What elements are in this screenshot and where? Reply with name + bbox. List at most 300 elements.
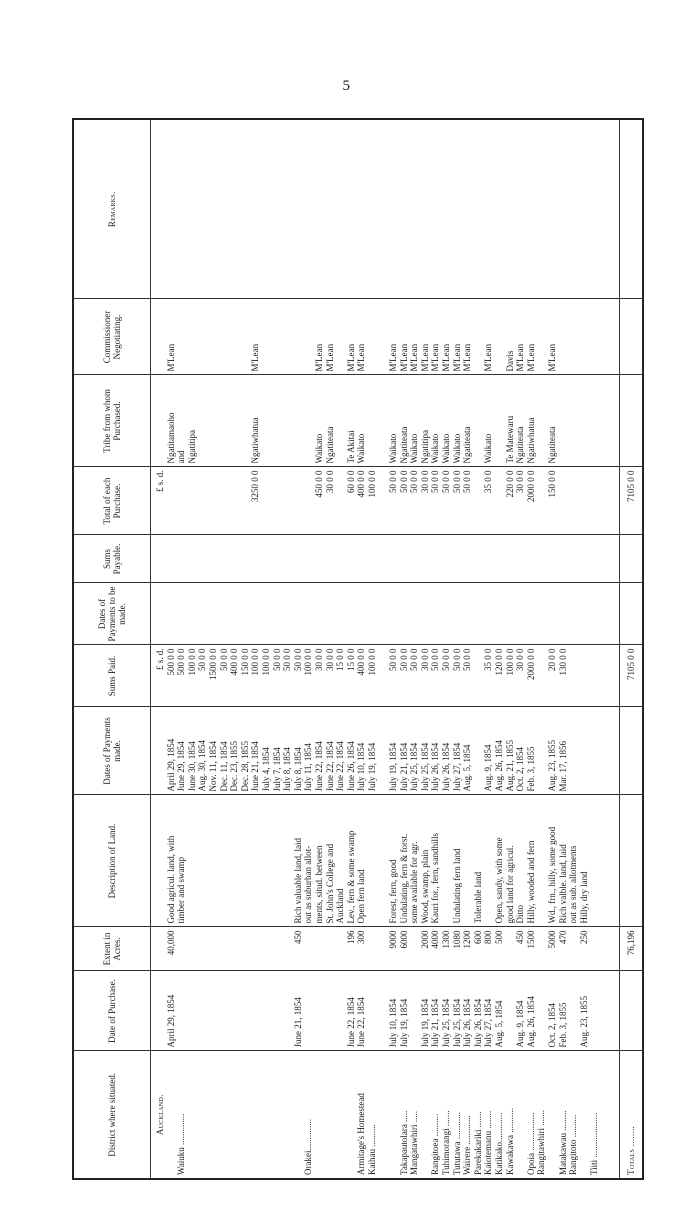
col-total-each: Total of each Purchase. — [73, 467, 151, 535]
dates-payments-line: Aug. 21, 1855 — [504, 740, 515, 792]
commissioner-line — [187, 303, 198, 372]
commissioner-line — [558, 303, 569, 372]
extent-line: 5000 — [546, 930, 557, 949]
total-each-line: 400 0 0 — [356, 470, 367, 498]
total-each-line: 50 0 0 — [409, 470, 420, 493]
total-each-line — [187, 471, 198, 532]
extent-line: 470 — [557, 930, 568, 944]
district-line — [208, 1055, 219, 1176]
extent-line — [250, 931, 261, 968]
commissioner-line: M'Lean — [515, 343, 526, 372]
sums-paid-line: 1500 0 0 — [207, 648, 218, 680]
extent-line — [197, 931, 208, 968]
tribe-line — [536, 379, 547, 464]
total-each-line — [282, 471, 293, 532]
dates-payments-line: July 27, 1854 — [451, 742, 462, 792]
commissioner-line — [377, 303, 388, 372]
sums-paid-line: 150 0 0 — [239, 648, 250, 676]
date-purchase-line — [303, 975, 314, 1048]
extent-line: 1500 — [525, 930, 536, 949]
commissioner-line: M'Lean — [525, 343, 536, 372]
district-line — [197, 1055, 208, 1176]
tribe-line — [303, 379, 314, 464]
date-purchase-line — [240, 975, 251, 1048]
description-line: Ditto — [515, 904, 526, 924]
dates-payments-line: Aug. 26, 1854 — [494, 740, 504, 792]
sums-paid-line: 400 0 0 — [229, 648, 240, 676]
date-purchase-line: July 25, 1854 — [451, 998, 462, 1048]
sums-paid-line: 400 0 0 — [356, 648, 367, 676]
sums-paid-line: 500 0 0 — [165, 648, 176, 676]
sums-paid-line: 100 0 0 — [303, 648, 314, 676]
commissioner-line — [176, 303, 187, 372]
district-line: Wairere ............. — [462, 1115, 473, 1175]
date-purchase-line — [176, 975, 187, 1048]
commissioner-line: M'Lean — [419, 343, 430, 372]
extent-line — [325, 931, 336, 968]
date-purchase-line: June 22, 1854 — [356, 997, 367, 1048]
sums-paid-line — [473, 649, 484, 704]
district-line: Tiiti .................... — [589, 1112, 600, 1175]
extent-line: 1200 — [462, 930, 473, 949]
district-line: Katikako............. — [494, 1112, 504, 1175]
col-dates-to-be-made: Dates of Payments to be made. — [73, 583, 151, 645]
commissioner-line: M'Lean — [398, 343, 409, 372]
district-line: Tututawa ............ — [451, 1112, 462, 1175]
description-line: St. John's College and — [324, 843, 335, 924]
sums-paid-line — [536, 649, 547, 704]
district-line — [240, 1055, 251, 1176]
description-line — [282, 799, 293, 924]
commissioner-line — [208, 303, 219, 372]
date-purchase-line — [219, 975, 230, 1048]
date-purchase-line — [197, 975, 208, 1048]
extent-line: 800 — [483, 930, 494, 944]
dates-payments-line: Dec. 23, 1855 — [229, 741, 240, 792]
dates-payments-line: June 22, 1854 — [324, 741, 335, 792]
extent-line: 196 — [345, 930, 356, 944]
date-purchase-line — [377, 975, 388, 1048]
sums-paid-line: 30 0 0 — [419, 648, 430, 671]
tribe-line: Waikato — [451, 433, 462, 464]
district-line: Mangatawhiri ..... — [409, 1111, 420, 1175]
dates-payments-line: June 26, 1854 — [345, 741, 356, 792]
extent-line — [187, 931, 198, 968]
tribe-line: Waikato — [356, 433, 367, 464]
district-line: Armitage's Homestead — [356, 1093, 367, 1175]
commissioner-line: M'Lean — [430, 343, 441, 372]
sums-paid-line: 50 0 0 — [409, 648, 420, 671]
dates-payments-line: Mar. 17, 1856 — [557, 741, 568, 792]
tribe-line: Ngatiteata — [398, 426, 409, 464]
col-sums-payable: Sums Payable. — [73, 535, 151, 583]
extent-line: 500 — [494, 930, 504, 944]
dates-payments-line: Aug. 30, 1854 — [197, 740, 208, 792]
extent-line — [219, 931, 230, 968]
commissioner-line — [261, 303, 272, 372]
commissioner-line — [473, 303, 484, 372]
district-line — [166, 1055, 177, 1176]
sums-paid-line: 30 0 0 — [313, 648, 324, 671]
sums-paid-line: 50 0 0 — [451, 648, 462, 671]
description-line — [229, 799, 240, 924]
extent-line: 450 — [292, 930, 303, 944]
dates-payments-line — [579, 711, 590, 792]
date-purchase-line: Feb. 3, 1855 — [557, 1002, 568, 1048]
extent-line: 9000 — [388, 930, 399, 949]
total-each-line: 220 0 0 — [504, 470, 515, 498]
description-line — [536, 799, 547, 924]
col-tribe: Tribe from whom Purchased. — [73, 375, 151, 467]
total-each-line — [272, 471, 283, 532]
date-purchase-line — [261, 975, 272, 1048]
purchase-table — [72, 118, 644, 1180]
tribe-line — [367, 379, 378, 464]
sums-paid-line: 50 0 0 — [282, 648, 293, 671]
commissioner-line — [303, 303, 314, 372]
col-commissioner: Commissioner Negotiating. — [73, 299, 151, 375]
total-each-line — [261, 471, 272, 532]
commissioner-line — [282, 303, 293, 372]
date-purchase-line — [409, 975, 420, 1048]
dates-payments-line: July 8, 1854 — [282, 747, 293, 792]
total-each-line — [377, 471, 388, 532]
tribe-line — [473, 379, 484, 464]
page-number: 5 — [342, 78, 350, 94]
date-purchase-line — [325, 975, 336, 1048]
commissioner-line — [536, 303, 547, 372]
extent-line — [314, 931, 325, 968]
dates-payments-line: July 11, 1854 — [303, 743, 314, 792]
extent-line — [568, 931, 579, 968]
total-each-line: 2000 0 0 — [525, 470, 536, 502]
col-remarks: Remarks. — [73, 119, 151, 299]
description-line — [272, 799, 283, 924]
tribe-line — [229, 379, 240, 464]
total-each-line — [197, 471, 208, 532]
extent-line — [176, 931, 187, 968]
tribe-line — [197, 379, 208, 464]
tribe-line: Waikato — [441, 433, 452, 464]
district-line — [420, 1055, 431, 1176]
description-line — [219, 799, 230, 924]
tribe-line: and — [176, 450, 187, 464]
sums-paid-line: 500 0 0 — [176, 648, 187, 676]
sums-paid-line: 50 0 0 — [292, 648, 303, 671]
date-purchase-line: Aug. 9, 1854 — [515, 1000, 526, 1048]
sums-paid-line: 100 0 0 — [366, 648, 377, 676]
date-purchase-line — [187, 975, 198, 1048]
district-line: Rangitawhiri ....... — [536, 1110, 547, 1175]
cell-extent — [151, 927, 620, 971]
date-purchase-line — [250, 975, 261, 1048]
date-purchase-line: July 26, 1854 — [472, 998, 483, 1048]
district-line — [282, 1055, 293, 1176]
totals-desc-empty — [620, 795, 644, 927]
date-purchase-line — [536, 975, 547, 1048]
total-each-line: 3250 0 0 — [250, 470, 261, 502]
description-line: Open, sandy, with some — [494, 837, 504, 924]
extent-line — [367, 931, 378, 968]
total-each-line — [579, 471, 590, 532]
totals-commissioner-empty — [620, 299, 644, 375]
dates-payments-line: June 21, 1854 — [250, 741, 261, 792]
tribe-line: Ngatitamaoho — [165, 412, 176, 464]
total-each-line: 50 0 0 — [398, 470, 409, 493]
dates-payments-line: Aug. 9, 1854 — [483, 744, 494, 792]
totals-extent: 76,196 — [620, 927, 644, 971]
date-purchase-line: July 21, 1854 — [430, 998, 441, 1048]
commissioner-line — [568, 303, 579, 372]
date-purchase-line — [272, 975, 283, 1048]
district-line — [325, 1055, 336, 1176]
district-line — [579, 1055, 590, 1176]
dates-payments-line: July 10, 1854 — [356, 742, 367, 792]
totals-payable-empty — [620, 535, 644, 583]
district-line — [346, 1055, 357, 1176]
tribe-line: Ngatiteata — [462, 426, 473, 464]
total-each-line — [558, 471, 569, 532]
extent-line — [272, 931, 283, 968]
tribe-line — [494, 379, 505, 464]
total-each-line: £ s. d. — [155, 470, 165, 493]
commissioner-line: M'Lean — [388, 343, 399, 372]
extent-line — [155, 931, 166, 968]
district-line: Kaihau .......... — [366, 1124, 377, 1175]
commissioner-line — [272, 303, 283, 372]
extent-line — [536, 931, 547, 968]
date-purchase-line: July 25, 1854 — [441, 998, 452, 1048]
dates-payments-line: Oct. 2, 1854 — [515, 747, 526, 792]
district-line: Kawakawa ........... — [504, 1108, 515, 1175]
dates-payments-line: July 7, 1854 — [271, 747, 282, 792]
total-each-line: 50 0 0 — [451, 470, 462, 493]
total-each-line: 60 0 0 — [345, 470, 356, 493]
tribe-line — [208, 379, 219, 464]
date-purchase-line: April 29, 1854 — [165, 994, 176, 1048]
date-purchase-line — [282, 975, 293, 1048]
dates-payments-line — [568, 711, 579, 792]
date-purchase-line: July 19, 1854 — [419, 998, 430, 1048]
total-each-line — [176, 471, 187, 532]
tribe-line — [568, 379, 579, 464]
date-purchase-line: Aug. 5, 1854 — [494, 1000, 504, 1048]
dates-payments-line: Aug. 5, 1854 — [462, 744, 473, 792]
tribe-line: Te Akitai — [345, 430, 356, 464]
description-line: Rich valble. land, laid — [557, 844, 568, 924]
extent-line: 300 — [356, 930, 367, 944]
description-line: Wd., frn., hilly, some good — [546, 826, 557, 924]
commissioner-line: M'Lean — [451, 343, 462, 372]
sums-paid-line: 35 0 0 — [483, 648, 494, 671]
district-line — [314, 1055, 325, 1176]
extent-line — [208, 931, 219, 968]
commissioner-line: M'Lean — [324, 343, 335, 372]
commissioner-line: M'Lean — [441, 343, 452, 372]
district-line — [229, 1055, 240, 1176]
col-district: District where situated. — [73, 1051, 151, 1179]
description-line: Hilly, dry land — [578, 871, 589, 924]
district-line — [219, 1055, 230, 1176]
purchase-table-rotated — [72, 120, 644, 1180]
commissioner-line: M'Lean — [409, 343, 420, 372]
dates-payments-line: Feb. 3, 1855 — [525, 746, 536, 792]
district-lines — [166, 1055, 600, 1176]
description-line: Tolerable land — [472, 871, 483, 924]
sums-paid-line: 100 0 0 — [250, 648, 261, 676]
dates-payments-line: July 25, 1854 — [409, 742, 420, 792]
dates-payments-line — [536, 711, 547, 792]
total-each-line — [494, 471, 505, 532]
dates-payments-line: Aug. 23, 1855 — [546, 740, 557, 792]
tribe-line — [282, 379, 293, 464]
tribe-line: Ngatiwhatua — [525, 417, 536, 464]
dates-payments-line: Dec. 11, 1854 — [218, 741, 229, 792]
commissioner-line — [293, 303, 304, 372]
commissioner-line: M'Lean — [345, 343, 356, 372]
totals-total-each: 7105 0 0 — [620, 467, 644, 535]
description-line: out as sub. allotments — [568, 845, 579, 924]
date-purchase-line: July 10, 1854 — [388, 998, 399, 1048]
tribe-line — [335, 379, 346, 464]
date-purchase-line — [568, 975, 579, 1048]
sums-paid-line: 100 0 0 — [186, 648, 197, 676]
totals-tobemade-empty — [620, 583, 644, 645]
dates-payments-line: July 21, 1854 — [398, 742, 409, 792]
sums-paid-line: 50 0 0 — [218, 648, 229, 671]
date-purchase-line — [155, 975, 166, 1048]
date-purchase-line: July 27, 1854 — [483, 998, 494, 1048]
extent-line: 40,000 — [165, 930, 176, 956]
description-line — [208, 799, 219, 924]
description-line — [240, 799, 251, 924]
district-heading: Auckland. — [155, 1094, 165, 1136]
sums-paid-line — [568, 649, 579, 704]
sums-paid-line: 50 0 0 — [271, 648, 282, 671]
tribe-line: Ngatiteata — [515, 426, 526, 464]
extent-line: 450 — [515, 930, 526, 944]
district-line: Matakawau ......... — [557, 1110, 568, 1175]
district-line — [547, 1055, 558, 1176]
date-purchase-line: July 26, 1854 — [462, 998, 473, 1048]
commissioner-line: M'Lean — [462, 343, 473, 372]
col-extent: Extent in Acres. — [73, 927, 151, 971]
dates-payments-line: July 8, 1854 — [292, 747, 303, 792]
extent-line — [335, 931, 346, 968]
tribe-line — [272, 379, 283, 464]
cell-commissioner — [151, 299, 620, 375]
district-line: Parekakariki ....... — [472, 1111, 483, 1175]
total-each-line — [536, 471, 547, 532]
total-each-line: 30 0 0 — [515, 470, 526, 493]
district-line: Orakei.............. — [303, 1119, 314, 1175]
commissioner-line: M'Lean — [483, 343, 494, 372]
description-line — [155, 799, 166, 924]
sums-paid-line: 30 0 0 — [515, 648, 526, 671]
tribe-line — [377, 379, 388, 464]
col-sums-paid: Sums Paid. — [73, 645, 151, 707]
extent-line: 1080 — [451, 930, 462, 949]
total-each-line — [293, 471, 304, 532]
totals-dates-empty — [620, 707, 644, 795]
description-line — [367, 799, 378, 924]
dates-payments-line — [155, 711, 166, 792]
description-line: Open fern land — [356, 869, 367, 924]
totals-tribe-empty — [620, 375, 644, 467]
tribe-line: Ngatitipa — [419, 430, 430, 464]
description-line: Forest, fern, good — [388, 859, 399, 924]
total-each-line: 30 0 0 — [324, 470, 335, 493]
dates-payments-line: Nov. 11, 1854 — [207, 740, 218, 792]
extent-line: 6000 — [398, 930, 409, 949]
description-line — [462, 799, 473, 924]
extent-line: 250 — [578, 930, 589, 944]
sums-paid-line: 50 0 0 — [197, 648, 208, 671]
date-purchase-line: July 19, 1854 — [398, 998, 409, 1048]
commissioner-line — [335, 303, 346, 372]
total-each-line — [208, 471, 219, 532]
col-dates-payments: Dates of Payments made. — [73, 707, 151, 795]
sums-paid-line: £ s. d. — [155, 648, 165, 671]
description-line: Undulating fern land — [451, 848, 462, 924]
cell-remarks — [151, 119, 620, 299]
total-each-line — [240, 471, 251, 532]
description-line — [187, 799, 198, 924]
cell-description — [151, 795, 620, 927]
dates-payments-line: July 26, 1854 — [441, 742, 452, 792]
sums-paid-line: 15 0 0 — [335, 648, 346, 671]
cell-tribe — [151, 375, 620, 467]
date-purchase-line — [505, 975, 516, 1048]
tribe-line: Ngatitipa — [186, 430, 197, 464]
description-line: Good agricul. land, with — [165, 835, 176, 924]
dates-payments-line: July 25, 1854 — [419, 742, 430, 792]
commissioner-line — [219, 303, 230, 372]
dates-payments-line: June 22, 1854 — [313, 741, 324, 792]
commissioner-line: M'Lean — [250, 343, 261, 372]
extent-line: 600 — [472, 930, 483, 944]
sums-paid-line: 100 0 0 — [260, 648, 271, 676]
description-line: good land for agricul. — [504, 845, 515, 924]
col-description: Description of Land. — [73, 795, 151, 927]
dates-payments-line: June 22, 1854 — [335, 741, 346, 792]
date-purchase-line — [208, 975, 219, 1048]
total-each-line: 50 0 0 — [388, 470, 399, 493]
sums-paid-line: 50 0 0 — [398, 648, 409, 671]
sums-paid-line: 50 0 0 — [462, 648, 473, 671]
district-line — [272, 1055, 283, 1176]
tribe-line — [293, 379, 304, 464]
description-line: Hilly, wooded and fern — [525, 840, 536, 924]
description-line — [377, 799, 388, 924]
district-line: Takapautolara ..... — [398, 1110, 409, 1175]
description-line: Kauri for., fern, sandhills — [430, 833, 441, 924]
dates-payments-line: Dec. 28, 1855 — [239, 741, 250, 792]
sums-paid-line: 50 0 0 — [430, 648, 441, 671]
description-line — [441, 799, 452, 924]
total-each-line — [335, 471, 346, 532]
district-line — [250, 1055, 261, 1176]
cell-dates-to-be-made — [151, 583, 620, 645]
dates-payments-line — [473, 711, 484, 792]
total-each-line — [473, 471, 484, 532]
district-line: Rangitoea .......... — [430, 1113, 441, 1175]
district-line — [388, 1055, 399, 1176]
totals-label: Totals ........ — [620, 1051, 644, 1179]
total-each-line — [229, 471, 240, 532]
district-line — [515, 1055, 526, 1176]
tribe-line: Waikato — [313, 433, 324, 464]
